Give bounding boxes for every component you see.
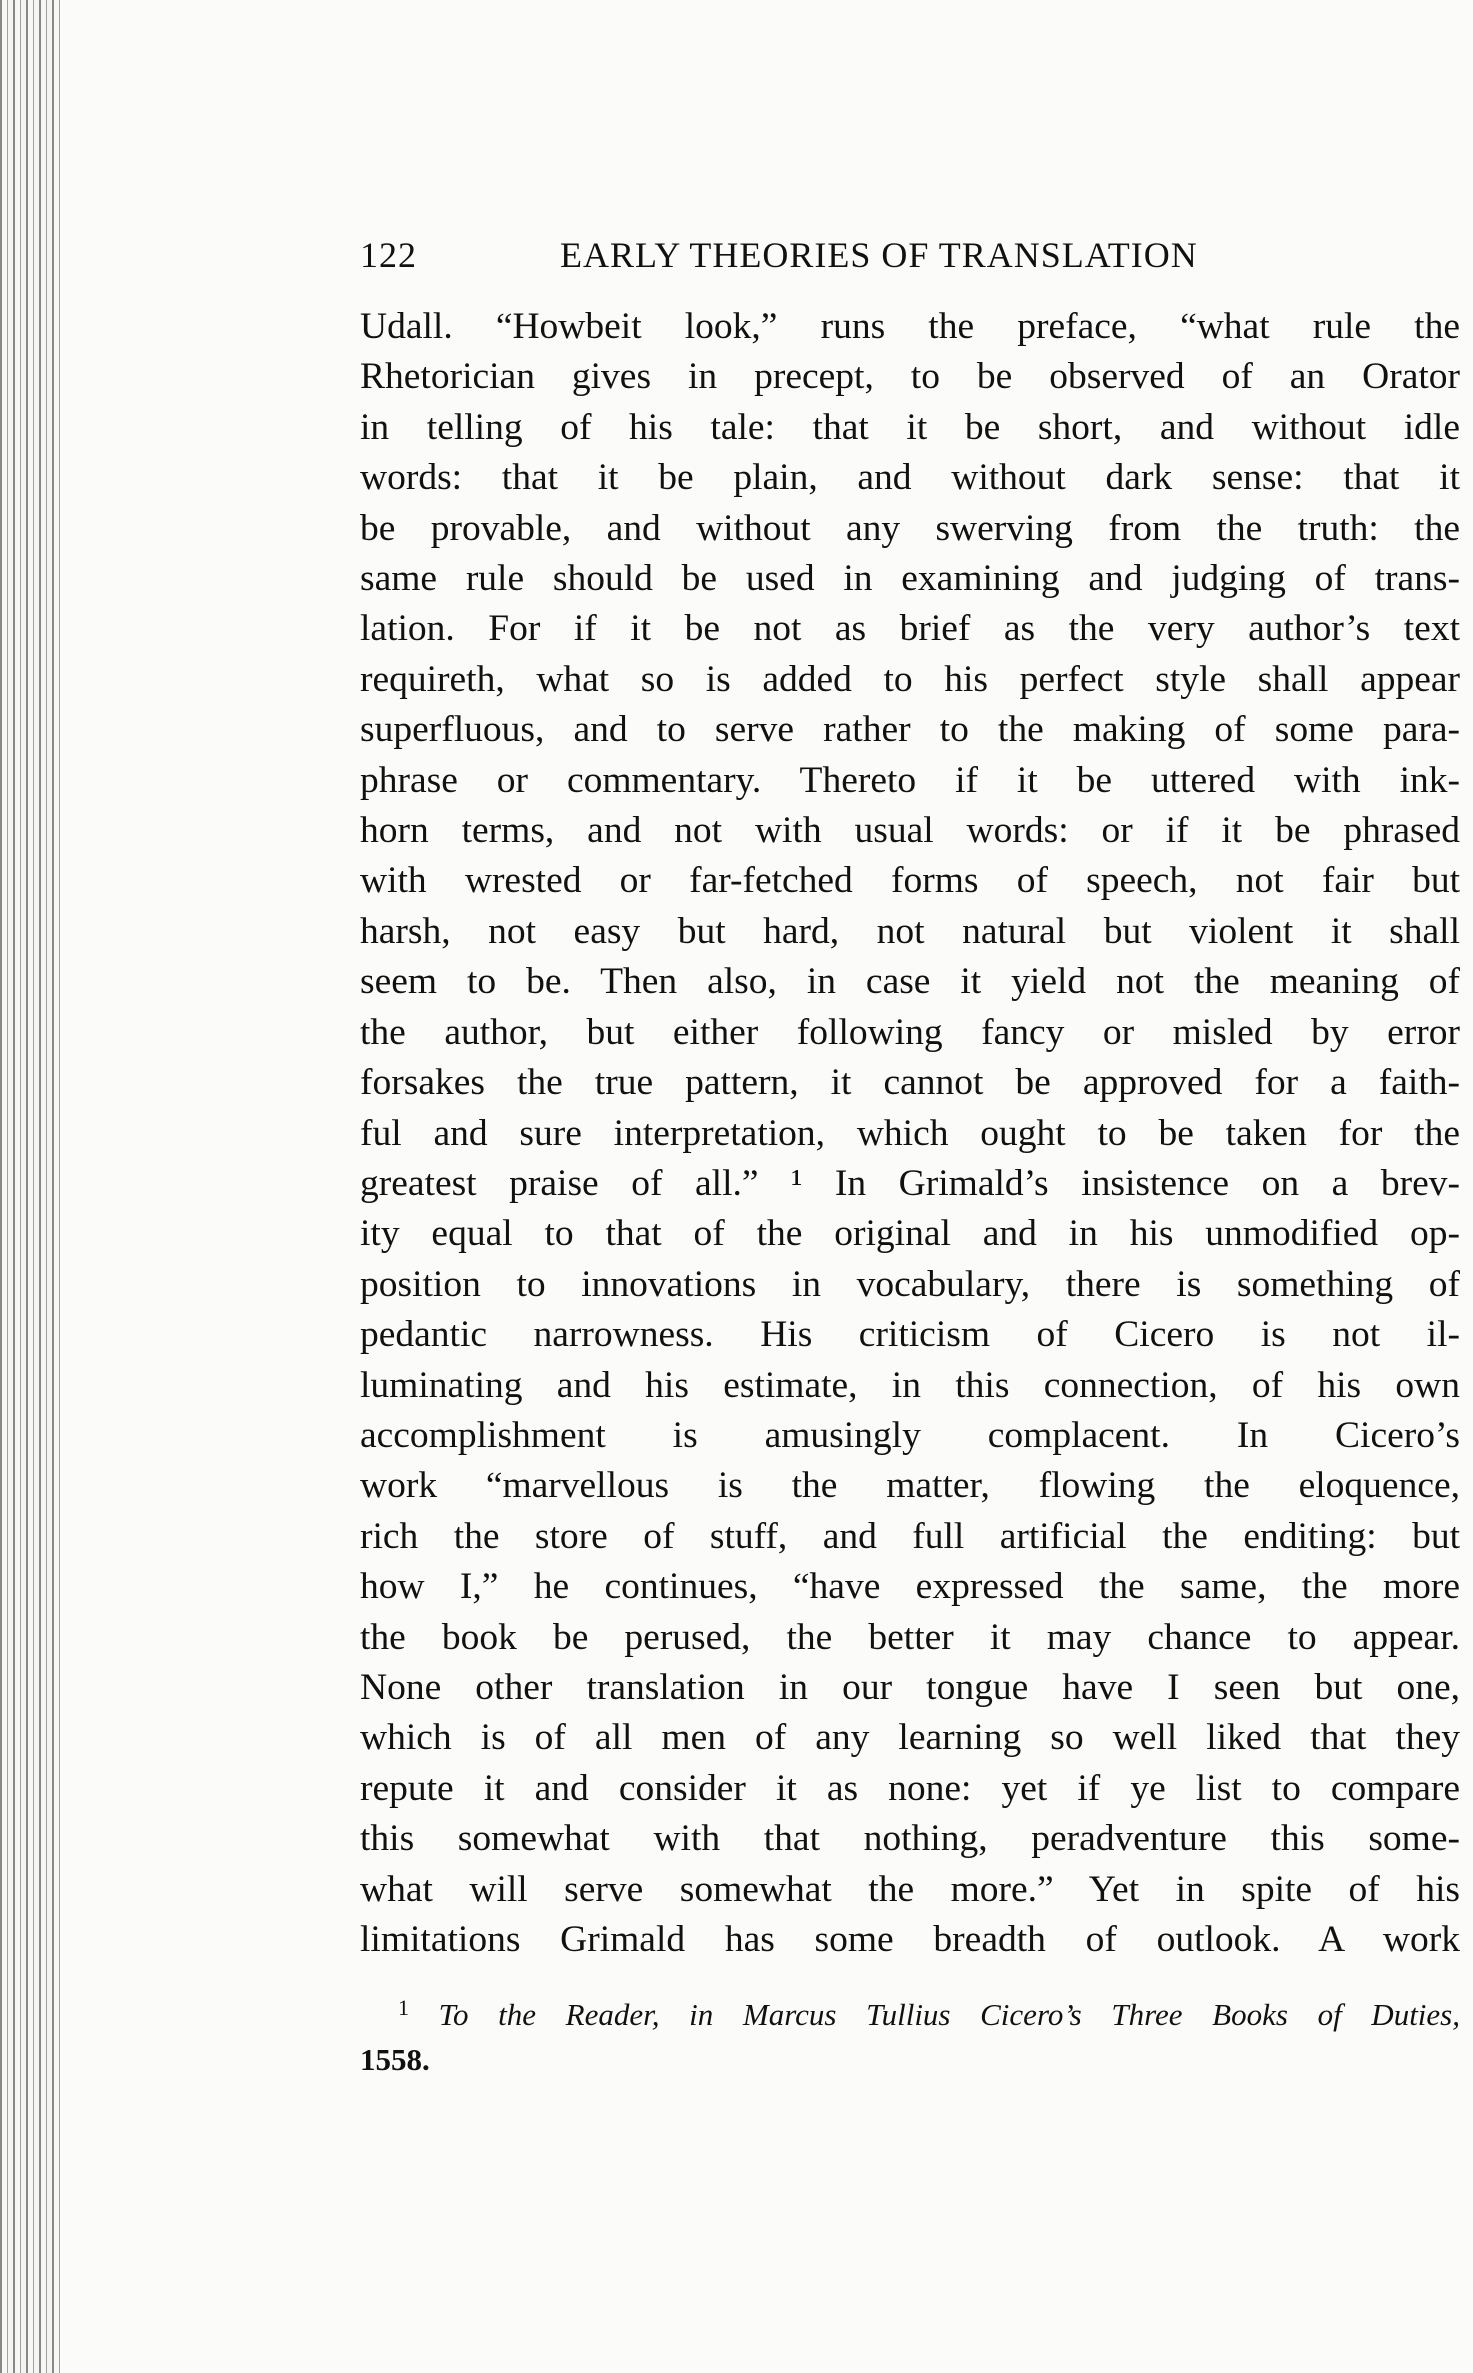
text-line: ful and sure interpretation, which ought to be taken for the xyxy=(360,1112,1460,1154)
text-line: in telling of his tale: that it be short, and without idle xyxy=(360,406,1460,448)
text-line: lation. For if it be not as brief as the very author’s text xyxy=(360,608,1460,650)
body-text xyxy=(360,302,1460,1965)
text-line: phrase or commentary. Thereto if it be uttered with ink- xyxy=(360,759,1460,801)
text-line: words: that it be plain, and without dark sense: that it xyxy=(360,457,1460,499)
book-page xyxy=(360,220,1460,2320)
text-line: what will serve somewhat the more.” Yet in spite of his xyxy=(360,1868,1460,1910)
text-line: limitations Grimald has some breadth of outlook. A work xyxy=(360,1919,1460,1960)
text-line: luminating and his estimate, in this connection, of his own xyxy=(360,1364,1460,1406)
text-line: None other translation in our tongue have I seen but one, xyxy=(360,1666,1460,1708)
text-line: which is of all men of any learning so well liked that they xyxy=(360,1717,1460,1759)
footnote-line xyxy=(360,2037,1460,2082)
text-line: position to innovations in vocabulary, there is something of xyxy=(360,1263,1460,1305)
page-number: 122 xyxy=(360,235,417,275)
text-line: the author, but either following fancy or misled by error xyxy=(360,1011,1460,1053)
text-line: greatest praise of all.” ¹ In Grimald’s insistence on a brev- xyxy=(360,1162,1460,1204)
footnote-marker: 1 xyxy=(398,1995,409,2021)
page-binding-edge xyxy=(0,0,60,2373)
footnote-year: 1558. xyxy=(360,2042,430,2078)
text-line: how I,” he continues, “have expressed the same, the more xyxy=(360,1566,1460,1608)
footnote-citation: To the Reader, in Marcus Tullius Cicero’s Three Books of Duties, xyxy=(438,1997,1460,2033)
running-head xyxy=(360,220,1460,280)
text-line: requireth, what so is added to his perfect style shall appear xyxy=(360,658,1460,700)
text-line: harsh, not easy but hard, not natural but violent it shall xyxy=(360,910,1460,952)
text-line: accomplishment is amusingly complacent. In Cicero’s xyxy=(360,1414,1460,1456)
text-line: the book be perused, the better it may chance to appear. xyxy=(360,1616,1460,1658)
text-line: pedantic narrowness. His criticism of Cicero is not il- xyxy=(360,1314,1460,1356)
text-line: this somewhat with that nothing, peradventure this some- xyxy=(360,1818,1460,1860)
text-line: ity equal to that of the original and in his unmodified op- xyxy=(360,1213,1460,1255)
text-line: seem to be. Then also, in case it yield not the meaning of xyxy=(360,961,1460,1003)
text-line: forsakes the true pattern, it cannot be approved for a faith- xyxy=(360,1062,1460,1104)
footnote xyxy=(360,1985,1460,2082)
footnote-line xyxy=(360,1985,1460,2037)
text-line: same rule should be used in examining and judging of trans- xyxy=(360,558,1460,600)
text-line: repute it and consider it as none: yet if ye list to compare xyxy=(360,1767,1460,1809)
text-line: with wrested or far-fetched forms of speech, not fair but xyxy=(360,860,1460,902)
running-head-title: EARLY THEORIES OF TRANSLATION xyxy=(560,235,1198,275)
text-line: rich the store of stuff, and full artificial the enditing: but xyxy=(360,1515,1460,1557)
text-line: work “marvellous is the matter, flowing the eloquence, xyxy=(360,1465,1460,1507)
text-line: be provable, and without any swerving from the truth: the xyxy=(360,507,1460,549)
text-line: Udall. “Howbeit look,” runs the preface, “what rule the xyxy=(360,306,1460,347)
text-line: Rhetorician gives in precept, to be observed of an Orator xyxy=(360,356,1460,398)
text-line: horn terms, and not with usual words: or if it be phrased xyxy=(360,810,1460,852)
text-line: superfluous, and to serve rather to the making of some para- xyxy=(360,709,1460,751)
